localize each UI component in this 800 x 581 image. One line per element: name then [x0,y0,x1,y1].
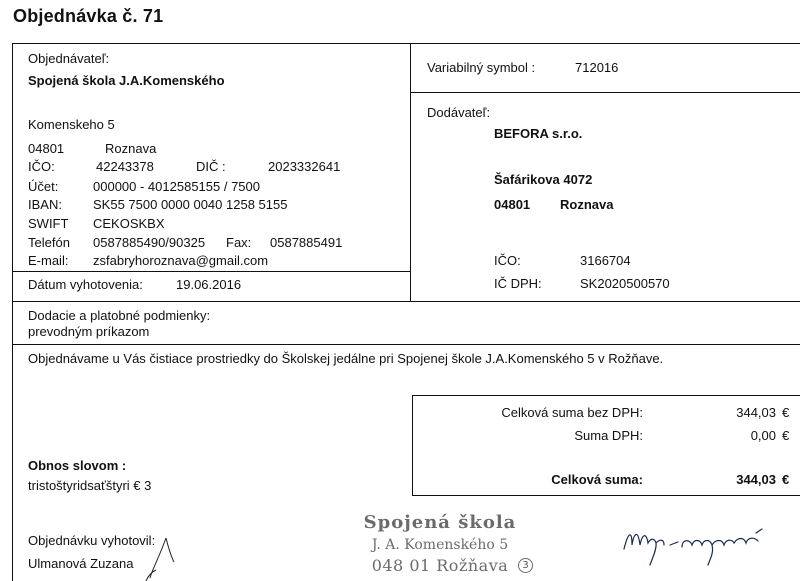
without-vat-value: 344,03 [736,405,776,420]
orderer-fax: 0587885491 [270,235,343,250]
orderer-ico-label: IČO: [28,159,55,174]
total-value: 344,03 [736,472,776,487]
stamp-line-3: 048 01 Rožňava [371,556,509,575]
frame-top-line [12,43,800,44]
supplier-label: Dodávateľ: [427,105,491,120]
document-title: Objednávka č. 71 [13,6,164,26]
stamp-number: 3 [518,558,533,573]
orderer-right-line [410,43,411,301]
supplier-ico-label: IČO: [494,253,521,268]
orderer-dic-label: DIČ : [196,159,226,174]
order-text: Objednávame u Vás čistiace prostriedky do Školskej jedálne pri Spojenej škole J.A.Komenského 5 v Rožňave. [28,351,664,366]
orderer-fax-label: Fax: [226,235,252,250]
stamp-line-1: Spojená škola [363,512,517,533]
terms-value: prevodným príkazom [28,324,150,339]
orderer-iban-label: IBAN: [28,197,62,212]
supplier-icdph: SK2020500570 [580,276,670,291]
orderer-swift-label: SWIFT [28,216,69,231]
orderer-swift: CEKOSKBX [93,216,165,231]
orderer-name: Spojená škola J.A.Komenského [28,73,225,88]
handwritten-mark [140,532,180,581]
supplier-ico: 3166704 [580,253,631,268]
terms-label: Dodacie a platobné podmienky: [28,308,211,323]
in-words-label: Obnos slovom : [28,458,127,473]
orderer-ico: 42243378 [96,159,154,174]
supplier-city: Roznava [560,197,614,212]
total-currency: € [782,472,790,487]
orderer-city: Roznava [105,141,157,156]
signature [620,515,780,570]
supplier-icdph-label: IČ DPH: [494,276,542,291]
supplier-name: BEFORA s.r.o. [494,126,583,141]
date-top-line [12,271,410,272]
orderer-account: 000000 - 4012585155 / 7500 [93,179,260,194]
orderer-street: Komenskeho 5 [28,117,115,132]
variable-symbol-label: Variabilný symbol : [427,60,536,75]
orderer-dic: 2023332641 [268,159,341,174]
orderer-zip: 04801 [28,141,65,156]
terms-top-line [12,301,800,302]
supplier-street: Šafárikova 4072 [494,172,593,187]
supplier-zip: 04801 [494,197,531,212]
in-words-value: tristoštyridsaťštyri € 3 [28,478,152,493]
orderer-email: zsfabryhoroznava@gmail.com [93,253,269,268]
variable-symbol-value: 712016 [575,60,619,75]
vat-label: Suma DPH: [574,428,643,443]
prepared-label: Objednávku vyhotovil: [28,533,156,548]
date-label: Dátum vyhotovenia: [28,277,143,292]
without-vat-currency: € [782,405,790,420]
frame-left-line [12,43,13,581]
school-stamp [355,512,525,575]
prepared-name: Ulmanová Zuzana [28,556,134,571]
vs-bottom-line [410,92,800,93]
total-label: Celková suma: [551,472,643,487]
vat-value: 0,00 [750,428,776,443]
orderer-phone-label: Telefón [28,235,70,250]
orderer-email-label: E-mail: [28,253,69,268]
date-value: 19.06.2016 [176,277,242,292]
orderer-phone: 0587885490/90325 [93,235,206,250]
orderer-iban: SK55 7500 0000 0040 1258 5155 [93,197,288,212]
without-vat-label: Celková suma bez DPH: [501,405,643,420]
stamp-line-2: J. A. Komenského 5 [371,537,509,553]
terms-bottom-line [12,344,800,345]
orderer-label: Objednávateľ: [28,51,110,66]
vat-currency: € [782,428,790,443]
orderer-account-label: Účet: [28,179,59,194]
